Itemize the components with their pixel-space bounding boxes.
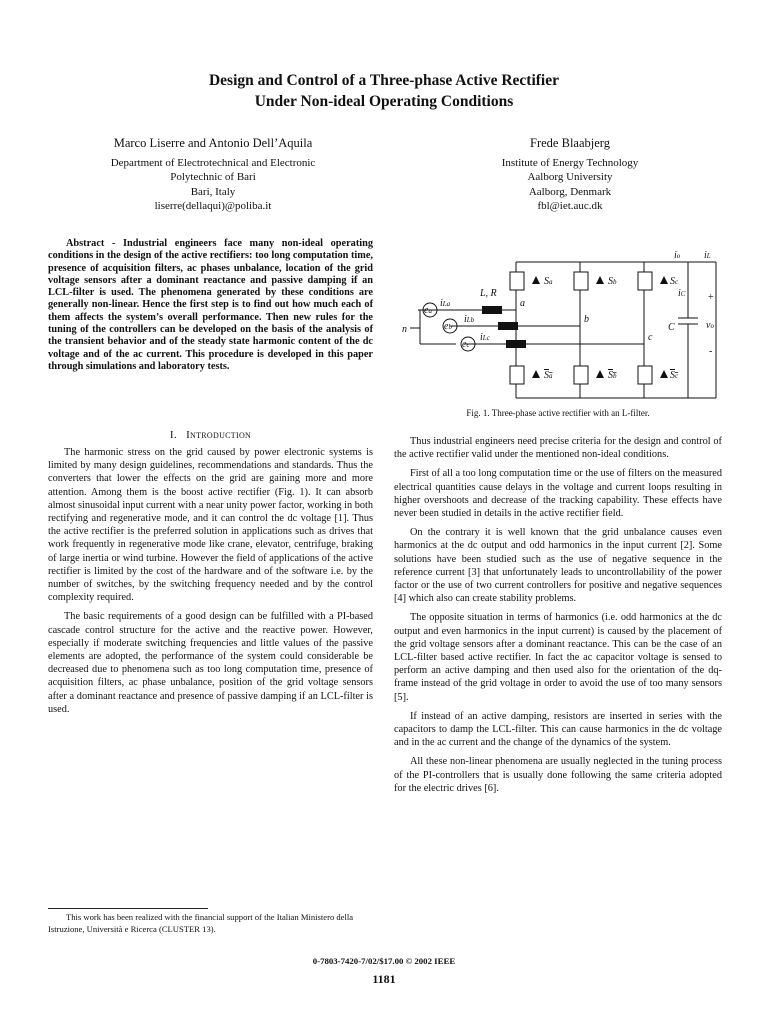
current-label-ic-sub: C xyxy=(680,290,686,298)
switch-label-sc-bar-sub: c xyxy=(675,372,679,380)
svg-text:iL xyxy=(704,250,711,261)
capacitor-label: C xyxy=(668,322,675,333)
switch-label-sc-sub: c xyxy=(675,278,679,286)
switch-label-sa: S xyxy=(544,276,549,287)
body-paragraph: If instead of an active damping, resistors are inserted in series with the capacitors to damp the LCL-filter. This can cause harmonics in the dc voltage and in the ac current and the change of the dynamics of the system. xyxy=(394,710,722,749)
section-number: I. xyxy=(169,429,177,441)
svg-text:Sa xyxy=(544,370,553,381)
body-paragraph: Thus industrial engineers need precise criteria for the design and control of the active rectifier valid under the mentioned non-ideal conditions. xyxy=(394,436,722,461)
minus-sign: - xyxy=(709,346,713,357)
footnote-rule xyxy=(48,908,208,909)
title-line-2: Under Non-ideal Operating Conditions xyxy=(254,93,514,110)
section-title: Introduction xyxy=(186,429,252,441)
switch-label-sb: S xyxy=(608,276,613,287)
node-label-a: a xyxy=(520,298,525,309)
source-label-ea: e xyxy=(424,305,429,316)
body-paragraph: The harmonic stress on the grid caused by power electronic systems is limited by many design guidelines, recommendations and standards. Thus the converters that lower the effects on the grid are gaining more and more attention. Among them is the boost active rectifier (Fig. 1). It can absorb almost sinusoidal input current with a near unity power factor, working in both rectifying and regenerative mode, and it can control the dc voltage [1]. Thus the active rectifier is the preferred solution in applications such as drives that work frequently in regenerative mode like crane, elevator, centrifuge, braking of large inertia or wind turbine. However the field of applications of the active rectifier is limited by the cost of the hardware and of the software i.e. by the number of switches, by the switching frequency needed and by the control complexity required. xyxy=(48,447,373,604)
current-label-ila: i xyxy=(440,298,443,309)
svg-text:Sc xyxy=(670,276,679,287)
abstract: Abstract - Industrial engineers face many non-ideal operating conditions in the design of the active rectifiers: too long computation time, presence of acquisition filters, ac phases unbalance, location of the grid voltage sensors after a dominant reactance and passive damping if an LCL-filter is used. The phenomena generated by these conditions are generally non-linear. Hence the first step is to find out how much each of them affects the system’s overall performance. Then new rules for the tuning of the controllers can be developed on the basis of the analysis of the transient behavior and of the steady state harmonic content of the dc voltage and of the ac current. This procedure is developed in this paper through simulations and laboratory tests. xyxy=(48,238,373,372)
page-number: 1181 xyxy=(372,972,396,986)
svg-text:Sa xyxy=(544,276,553,287)
svg-text:iC xyxy=(678,288,686,299)
switch-label-sb-bar: S xyxy=(608,370,613,381)
source-label-eb: e xyxy=(444,321,449,332)
inductor-label: L, R xyxy=(480,288,497,299)
neutral-label: n xyxy=(402,324,407,335)
current-label-ila-sub: La xyxy=(442,300,451,308)
svg-text:iLb xyxy=(464,314,475,325)
footnote: This work has been realized with the financial support of the Italian Ministero della Istruzione, Università e Ricerca (CLUSTER 13). xyxy=(48,912,354,934)
source-label-ec-sub: c xyxy=(466,341,470,349)
switch-label-sc: S xyxy=(670,276,675,287)
svg-text:io xyxy=(674,250,681,261)
body-paragraph: First of all a too long computation time or the use of filters on the measured electrical quantities cause delays in the voltage and current loops resulting in higher overshoots and decrease of the tracking capability. These effects have never been studied in details in the active rectifier field. xyxy=(394,468,722,520)
svg-text:ea xyxy=(424,305,432,316)
affiliation-line: Institute of Energy Technology xyxy=(501,156,639,169)
plus-sign: + xyxy=(708,292,714,303)
affiliation-line: Polytechnic of Bari xyxy=(170,171,256,183)
copyright-line: 0-7803-7420-7/02/$17.00 © 2002 IEEE xyxy=(312,956,456,966)
author-email: fbl@iet.auc.dk xyxy=(537,200,603,212)
current-label-ic: i xyxy=(678,288,681,299)
switch-label-sa-sub: a xyxy=(549,278,553,286)
body-paragraph: The basic requirements of a good design can be fulfilled with a PI-based cascade control structure for the active and the reactive power. However, especially if moderate switching frequencies and little values of the passive elements are adopted, the performance of the system could considerable be decreased due to phenomena such as too long computation time, presence of acquisition filters, ac phase unbalance, position of the grid voltage sensors after a dominant reactance and presence of passive damping if an LCL-filter is used. xyxy=(48,611,373,715)
author-email: liserre(dellaqui)@poliba.it xyxy=(154,200,272,212)
author-block-left xyxy=(48,136,378,214)
svg-text:Sb xyxy=(608,370,617,381)
current-label-ilc-sub: Lc xyxy=(482,334,490,342)
affiliation-line: Department of Electrotechnical and Electronic xyxy=(110,156,316,169)
affiliation-line: Bari, Italy xyxy=(190,185,236,198)
section-heading xyxy=(48,429,373,441)
node-label-c: c xyxy=(648,332,653,343)
current-label-io-sub: o xyxy=(676,252,681,260)
right-column-body xyxy=(394,435,722,801)
switch-label-sb-bar-sub: b xyxy=(613,372,617,380)
current-label-ilb: i xyxy=(464,314,467,325)
svg-text:Sc xyxy=(670,370,679,381)
svg-text:Sb xyxy=(608,276,617,287)
switch-label-sa-bar: S xyxy=(544,370,549,381)
svg-text:vo xyxy=(706,320,714,331)
author-names-right: Frede Blaabjerg xyxy=(530,136,610,150)
left-column-body xyxy=(48,446,373,722)
author-names-left: Marco Liserre and Antonio Dell’Aquila xyxy=(113,136,313,150)
svg-text:iLa xyxy=(440,298,451,309)
source-label-ea-sub: a xyxy=(428,307,432,315)
body-paragraph: On the contrary it is well known that the grid unbalance causes even harmonics at the dc output and odd harmonics in the input current [2]. Some solutions have been studied such as the use of negative sequence in the reference current [3] that unfortunately leads to uncontrollability of the power factor or the use of two current controllers for positive and negative sequences [4] which also can create stability problems. xyxy=(394,527,722,605)
title-line-1: Design and Control of a Three-phase Active Rectifier xyxy=(208,72,559,89)
rectifier-circuit-diagram xyxy=(398,248,724,408)
current-label-il-sub: L xyxy=(706,252,711,260)
svg-text:iLc xyxy=(480,332,491,343)
current-label-io: i xyxy=(674,250,677,261)
svg-text:ec xyxy=(462,339,470,350)
affiliation-line: Aalborg, Denmark xyxy=(528,185,612,198)
current-label-ilc: i xyxy=(480,332,483,343)
figure-caption: Fig. 1. Three-phase active rectifier with an L-filter. xyxy=(466,408,650,418)
current-label-il: i xyxy=(704,250,707,261)
switch-label-sa-bar-sub: a xyxy=(549,372,553,380)
current-label-ilb-sub: Lb xyxy=(466,316,475,324)
body-paragraph: The opposite situation in terms of harmonics (i.e. odd harmonics at the dc output and even harmonics in the input current) is caused by the placement of the grid voltage sensors after a dominant reactance. This can be the case of an LCL-filter based active rectifier. In fact the ac capacitor voltage is sensed to perform an active damping and then used also for the orientation of the dq-frame instead of the grid voltage in order to avoid the use of too many sensors [5]. xyxy=(394,612,722,703)
switch-label-sc-bar: S xyxy=(670,370,675,381)
node-label-b: b xyxy=(584,314,589,325)
source-label-eb-sub: b xyxy=(448,323,452,331)
author-block-right xyxy=(420,136,720,214)
voltage-label-vo: v xyxy=(706,320,711,331)
switch-label-sb-sub: b xyxy=(613,278,617,286)
voltage-label-vo-sub: o xyxy=(710,322,714,330)
affiliation-line: Aalborg University xyxy=(527,171,613,183)
paper-title xyxy=(0,70,768,112)
source-label-ec: e xyxy=(462,339,467,350)
svg-text:eb xyxy=(444,321,452,332)
body-paragraph: All these non-linear phenomena are usually neglected in the tuning process of the PI-controllers that is usually done following the same criteria adopted for the electric drives [6]. xyxy=(394,756,722,794)
